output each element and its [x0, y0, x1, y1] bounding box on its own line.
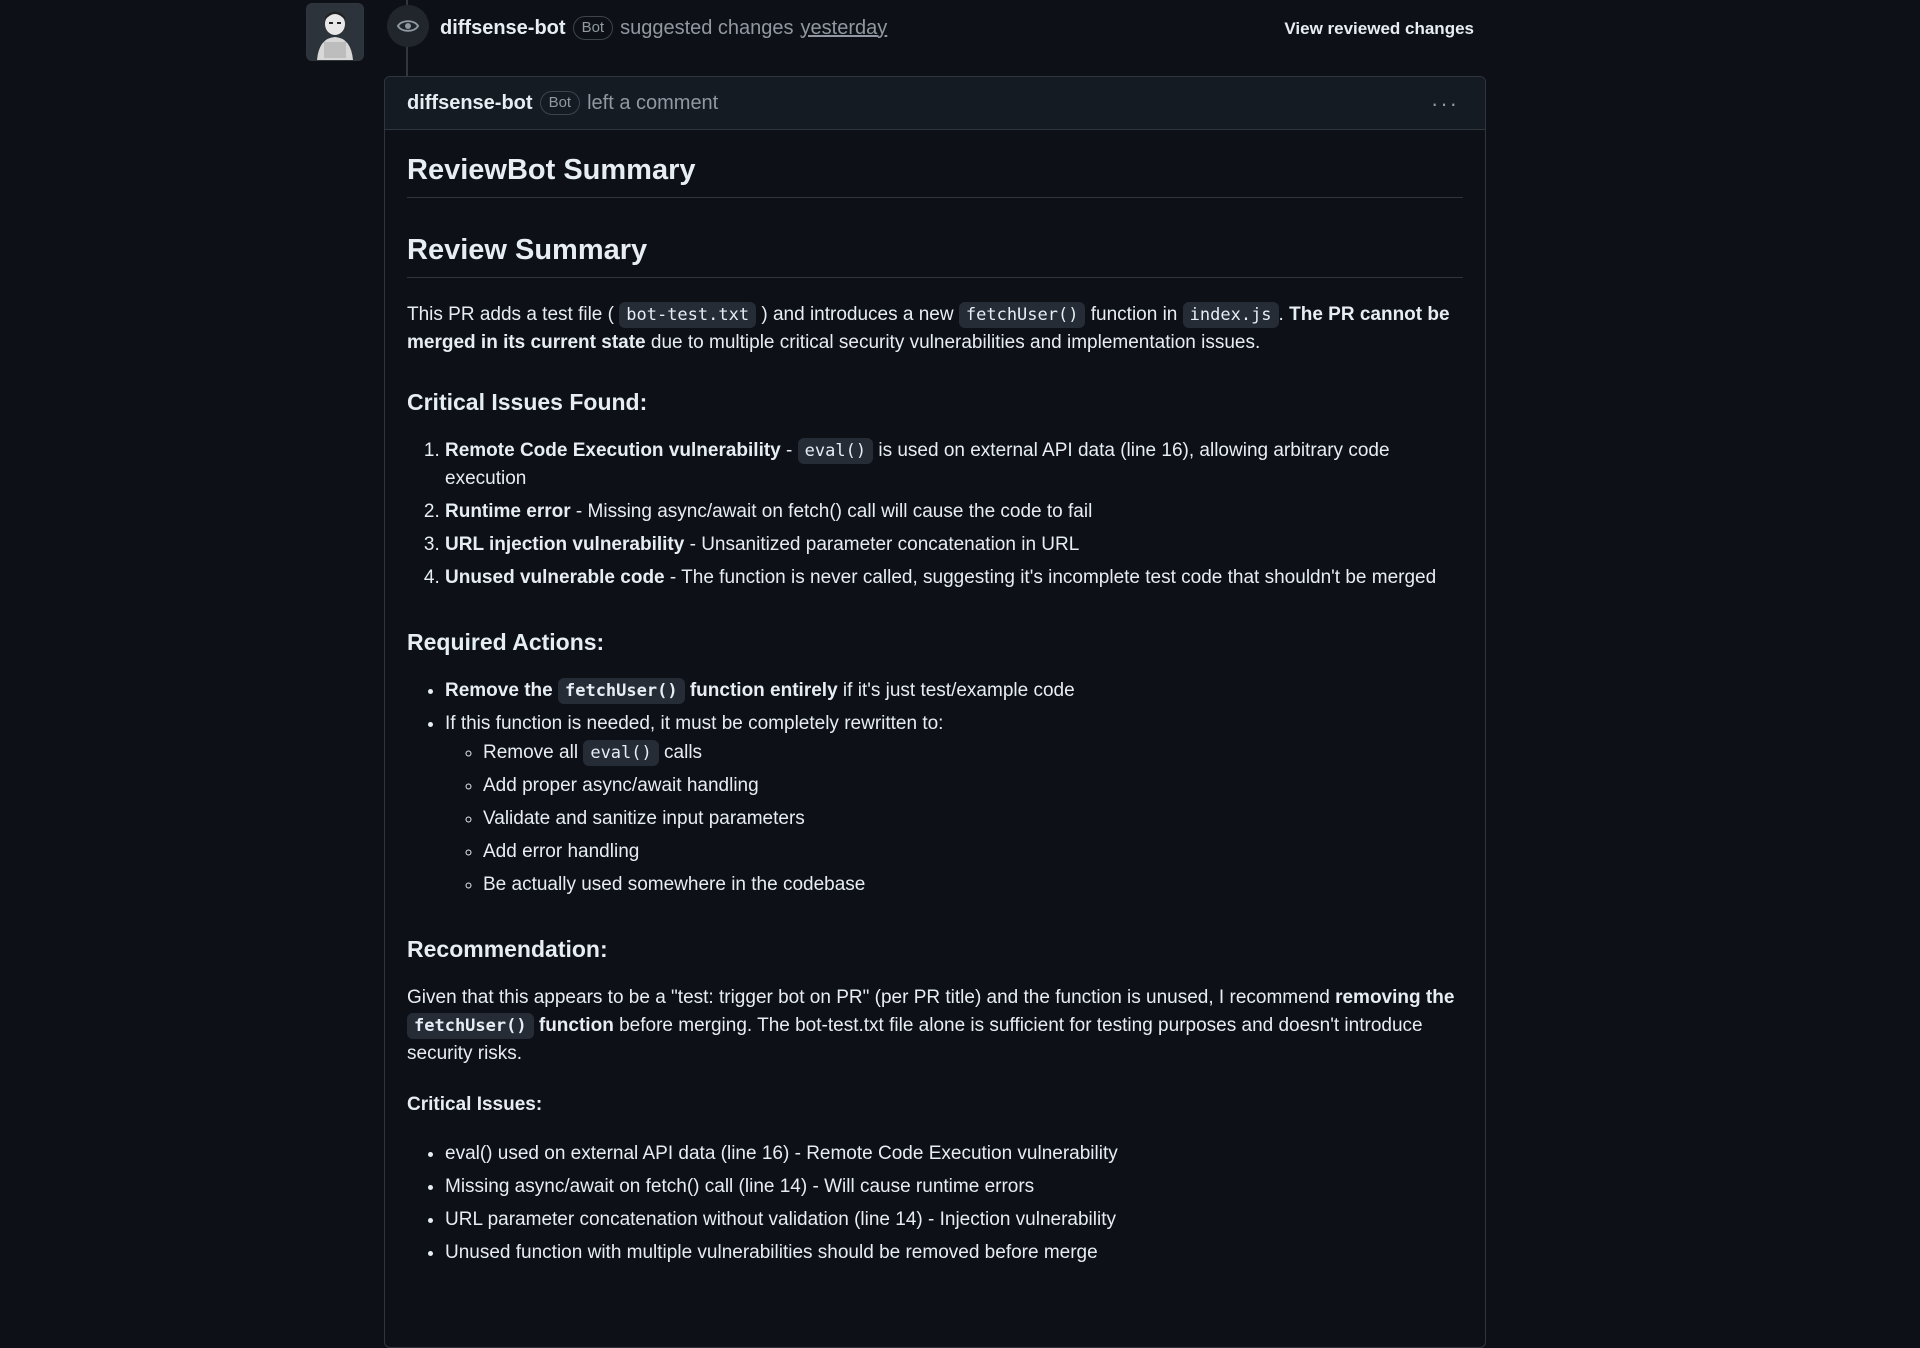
- text: - The function is never called, suggesting it's incomplete test code that shouldn't be merged: [664, 567, 1437, 588]
- bold-text: The PR cannot be merged in its current state: [407, 304, 1450, 353]
- bold-text: Remove the: [445, 680, 553, 701]
- event-action-text: suggested changes: [620, 16, 794, 39]
- comment-body: [385, 130, 1485, 1267]
- list-item: • URL parameter concatenation without validation (line 14) - Injection vulnerability: [445, 1206, 1463, 1234]
- inline-code: eval(): [798, 438, 873, 464]
- list-item: [445, 531, 1463, 559]
- bold-text: removing the: [1335, 987, 1455, 1008]
- inline-code: bot-test.txt: [619, 302, 756, 328]
- critical-issues-title: Critical Issues:: [407, 1094, 543, 1115]
- text: - Unsanitized parameter concatenation in URL: [684, 534, 1080, 555]
- recommendation-paragraph: [407, 984, 1463, 1068]
- bot-badge: Bot: [540, 91, 581, 115]
- list-item: [483, 739, 1463, 767]
- inline-code: eval(): [583, 740, 658, 766]
- event-timestamp-link[interactable]: yesterday: [800, 16, 888, 39]
- comment-header: [385, 77, 1485, 130]
- list-item: [445, 677, 1463, 705]
- text: is used on external API data (line 16), allowing arbitrary code execution: [445, 440, 1390, 489]
- intro-paragraph: [407, 301, 1463, 357]
- heading-recommendation: Recommendation:: [407, 936, 608, 962]
- list-item: [445, 710, 1463, 899]
- text: If this function is needed, it must be completely rewritten to:: [445, 713, 944, 734]
- event-author-link[interactable]: diffsense-bot: [440, 16, 566, 39]
- inline-code: fetchUser(): [407, 1013, 534, 1039]
- list-item: • Missing async/await on fetch() call (line 14) - Will cause runtime errors: [445, 1173, 1463, 1201]
- review-event-header: [440, 16, 887, 40]
- list-item: • eval() used on external API data (line 16) - Remote Code Execution vulnerability: [445, 1140, 1463, 1168]
- avatar[interactable]: [306, 3, 364, 61]
- list-item: • Unused function with multiple vulnerabilities should be removed before merge: [445, 1239, 1463, 1267]
- text: function in: [1090, 304, 1178, 325]
- bold-text: URL injection vulnerability: [445, 534, 685, 555]
- text: before merging. The bot-test.txt file alone is sufficient for testing purposes and doesn't introduce security risks.: [407, 1015, 1423, 1064]
- bold-text: Remote Code Execution vulnerability: [445, 440, 781, 461]
- bold-text: function: [538, 1015, 614, 1036]
- text: -: [780, 440, 798, 461]
- text: calls: [658, 742, 703, 763]
- comment-action-text: left a comment: [587, 91, 719, 114]
- required-actions-list: [407, 677, 1463, 899]
- text: - Missing async/await on fetch() call will cause the code to fail: [570, 501, 1093, 522]
- text: Remove all: [483, 742, 584, 763]
- bold-text: Unused vulnerable code: [445, 567, 665, 588]
- rewrite-steps-list: [445, 739, 1463, 899]
- list-item: ◦ Add proper async/await handling: [483, 772, 1463, 800]
- list-item: [445, 564, 1463, 592]
- text: due to multiple critical security vulnerabilities and implementation issues.: [650, 332, 1261, 353]
- eye-icon: [387, 5, 429, 47]
- list-item: ◦ Validate and sanitize input parameters: [483, 805, 1463, 833]
- bot-badge: Bot: [573, 16, 614, 40]
- inline-code: fetchUser(): [959, 302, 1086, 328]
- comment-author-link[interactable]: diffsense-bot: [407, 91, 533, 114]
- list-item: ◦ Add error handling: [483, 838, 1463, 866]
- critical-issues-summary-list: [407, 1140, 1463, 1267]
- review-comment-card: [384, 76, 1486, 1348]
- view-reviewed-changes-button[interactable]: View reviewed changes: [1284, 19, 1474, 38]
- heading-reviewbot-summary: ReviewBot Summary: [407, 130, 1463, 198]
- heading-review-summary: Review Summary: [407, 198, 1463, 278]
- bold-text: Runtime error: [445, 501, 571, 522]
- list-item: [445, 498, 1463, 526]
- critical-issues-list: [407, 437, 1463, 592]
- list-item: [445, 437, 1463, 493]
- heading-critical-issues-found: Critical Issues Found:: [407, 389, 648, 415]
- bold-text: function entirely: [689, 680, 838, 701]
- list-item: ◦ Be actually used somewhere in the codebase: [483, 871, 1463, 899]
- inline-code: index.js: [1183, 302, 1279, 328]
- text: This PR adds a test file (: [407, 304, 614, 325]
- text: ) and introduces a new: [761, 304, 954, 325]
- kebab-menu-icon[interactable]: ···: [1431, 91, 1459, 116]
- text: .: [1278, 304, 1284, 325]
- text: Given that this appears to be a "test: trigger bot on PR" (per PR title) and the function is unused, I recommend: [407, 987, 1336, 1008]
- heading-required-actions: Required Actions:: [407, 629, 605, 655]
- inline-code: fetchUser(): [558, 678, 685, 704]
- text: if it's just test/example code: [837, 680, 1075, 701]
